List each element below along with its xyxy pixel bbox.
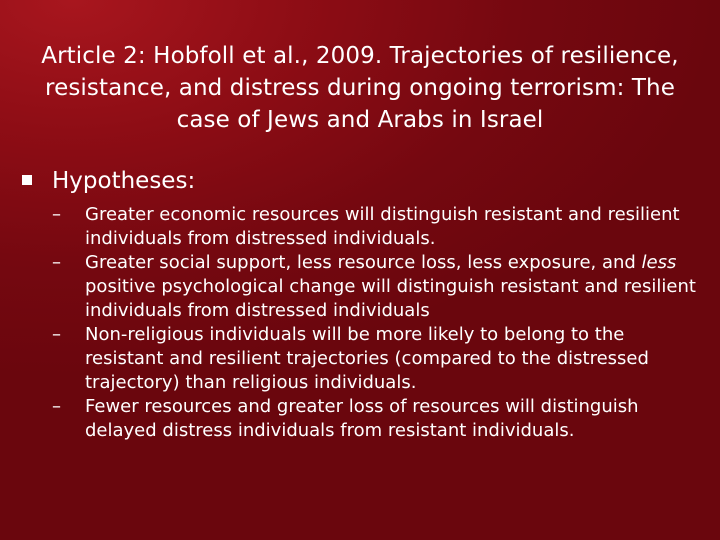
dash-icon: – bbox=[52, 204, 61, 225]
sub-bullet-text: Fewer resources and greater loss of resources will distinguish delayed distress individuals from resistant individuals. bbox=[85, 396, 639, 441]
sub-bullet-text-end: positive psychological change will distinguish resistant and resilient individuals from distressed individuals bbox=[85, 276, 696, 321]
dash-icon: – bbox=[52, 252, 61, 273]
sub-bullet-text: Non-religious individuals will be more likely to belong to the resistant and resilient trajectories (compared to the distressed trajectory) than religious individuals. bbox=[85, 324, 649, 393]
slide-title: Article 2: Hobfoll et al., 2009. Trajectories of resilience, resistance, and distress during ongoing terrorism: The case of Jews and Arabs in Israel bbox=[41, 43, 679, 133]
sub-bullet-italic-word: less bbox=[641, 252, 677, 273]
dash-icon: – bbox=[52, 324, 61, 345]
dash-icon: – bbox=[52, 396, 61, 417]
sub-bullet-social-support bbox=[52, 251, 700, 323]
bullet-label: Hypotheses: bbox=[52, 168, 196, 194]
square-bullet-icon bbox=[22, 175, 32, 185]
sub-bullet-religiosity bbox=[52, 323, 700, 395]
sub-bullet-text: Greater economic resources will distinguish resistant and resilient individuals from distressed individuals. bbox=[85, 204, 680, 249]
sub-bullet-text-start: Greater social support, less resource loss, less exposure, and bbox=[85, 252, 642, 273]
sub-bullet-list bbox=[52, 203, 700, 443]
sub-bullet-delayed-distress bbox=[52, 395, 700, 443]
sub-bullet-economic-resources bbox=[52, 203, 700, 251]
